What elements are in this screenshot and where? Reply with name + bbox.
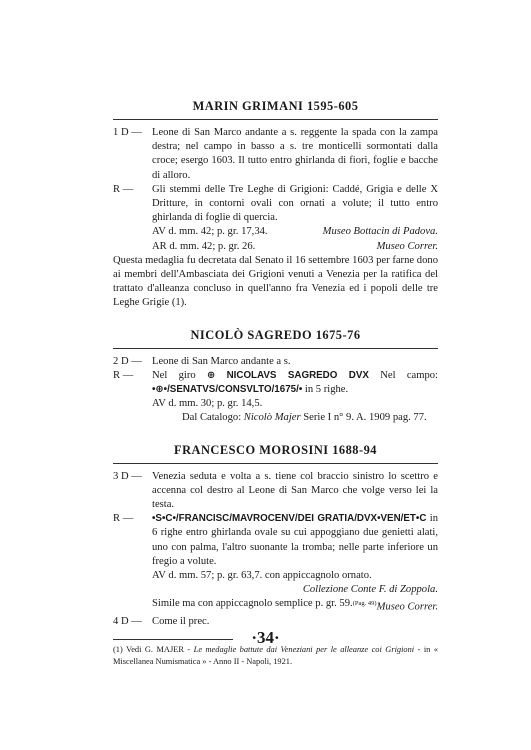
specimen-desc: AV d. mm. 42; p. gr. 17,34. xyxy=(152,226,268,238)
entry-body xyxy=(152,512,438,615)
divider xyxy=(113,348,438,349)
entry-obverse xyxy=(113,126,438,183)
collection-ref: Collezione Conte F. di Zoppola. xyxy=(302,584,438,596)
text-run: Nel campo: xyxy=(380,369,438,381)
entry-label: R — xyxy=(113,369,134,381)
specimen-museum: Museo Correr. xyxy=(376,240,438,252)
historical-note: Questa medaglia fu decretata dal Senato il 16 settembre 1603 per farne dono ai membri dell'Ambasciata dei Grigioni venuti a Venezia per la ratifica del trattato d'alleanza concluso in quell'anno fra Venezia ed i popoli delle tre Leghe Grigie (1). xyxy=(113,254,438,309)
text-run: (1) Vedi G. MAJER - xyxy=(113,645,191,655)
entry-label: 3 D — xyxy=(113,470,142,482)
section-title-sagredo: NICOLÒ SAGREDO 1675-76 xyxy=(190,327,361,342)
spacer xyxy=(113,426,438,442)
entry-obverse xyxy=(113,470,438,513)
text-run: Serie I n° 9. A. 1909 pag. 77. xyxy=(303,412,427,424)
section-title-morosini: FRANCESCO MOROSINI 1688-94 xyxy=(174,442,377,457)
specimen-desc: Simile ma con appiccagnolo semplice p. gr. 59. xyxy=(152,598,353,610)
specimen-av xyxy=(152,225,438,239)
entry-label: R — xyxy=(113,183,134,195)
entry-obverse xyxy=(113,355,438,369)
entry-reverse xyxy=(113,512,438,615)
entry-text xyxy=(152,369,438,397)
entry-label: 4 D — xyxy=(113,616,142,628)
similar-specimen xyxy=(152,597,438,615)
page-ref: (Pag. 49) xyxy=(352,600,377,608)
entry-reverse xyxy=(113,369,438,426)
entry-body xyxy=(152,183,438,254)
entry-label: 2 D — xyxy=(113,355,142,367)
page-body xyxy=(113,98,438,667)
entry-text: Leone di San Marco andante a s. reggente la spada con la zampa destra; nel campo in basso a s. tre monticelli sormontati dalla croce; esergo 1603. Il tutto entro ghirlanda di fiori, foglie e bacche di alloro. xyxy=(152,127,438,181)
text-run: Nicolò Majer xyxy=(243,412,301,424)
specimen-desc: AV d. mm. 30; p. gr. 14,5. xyxy=(152,398,263,410)
spacer xyxy=(113,311,438,327)
entry-text xyxy=(152,512,438,569)
legend-text: •S•C•/FRANCISC/MAVROCENV/DEI GRATIA/DVX•VEN/ET•C xyxy=(152,513,427,525)
entry-text: Leone di San Marco andante a s. xyxy=(152,355,291,367)
museum-wrap xyxy=(353,597,438,615)
text-run: - in « Miscellanea Numismatica » - Anno II - Napoli, 1921. xyxy=(113,645,439,666)
specimen-desc: AV d. mm. 57; p. gr. 63,7. con appiccagnolo ornato. xyxy=(152,570,372,582)
entry-text: Come il prec. xyxy=(152,616,210,628)
catalog-ref xyxy=(152,411,438,425)
entry-text: Venezia seduta e volta a s. tiene col braccio sinistro lo scettro e accenna col destro al Leone di San Marco che volge verso lei la testa. xyxy=(152,470,438,511)
section-title-grimani: MARIN GRIMANI 1595-605 xyxy=(192,99,359,113)
divider xyxy=(113,463,438,464)
entry-label: R — xyxy=(113,513,134,525)
text-run: in 5 righe. xyxy=(304,384,349,396)
text-run: Nel giro xyxy=(152,369,196,381)
footnote xyxy=(113,644,438,666)
divider xyxy=(113,119,438,120)
entry-reverse xyxy=(113,183,438,254)
legend-text: ⊕ NICOLAVS SAGREDO DVX xyxy=(206,369,369,381)
specimen-ar xyxy=(152,240,438,254)
legend-text: •⊕•/SENATVS/CONSVLTO/1675/• xyxy=(152,384,303,396)
specimen-desc: AR d. mm. 42; p. gr. 26. xyxy=(152,240,256,252)
text-run: Dal Catalogo: xyxy=(182,412,242,424)
entry-label: 1 D — xyxy=(113,127,142,138)
entry-body xyxy=(152,369,438,426)
specimen-museum: Museo Correr. xyxy=(376,602,438,614)
text-run: Le medaglie battute dai Veneziani per le alleanze coi Grigioni xyxy=(193,645,415,655)
specimen-museum: Museo Bottacin di Padova. xyxy=(322,226,438,238)
page-number: ·34· xyxy=(251,628,280,647)
entry-text: Gli stemmi delle Tre Leghe di Grigioni: Caddé, Grigia e delle X Dritture, in contorni ovali con ornati a volute; il tutto entro ghirlanda di foglie di quercia. xyxy=(152,183,438,224)
text-run: in 6 righe entro ghirlanda ovale su cui appoggiano due genietti alati, uno con palma, l'altro suonante la tromba; nelle parte inferiore un fregio a volute. xyxy=(152,513,438,567)
